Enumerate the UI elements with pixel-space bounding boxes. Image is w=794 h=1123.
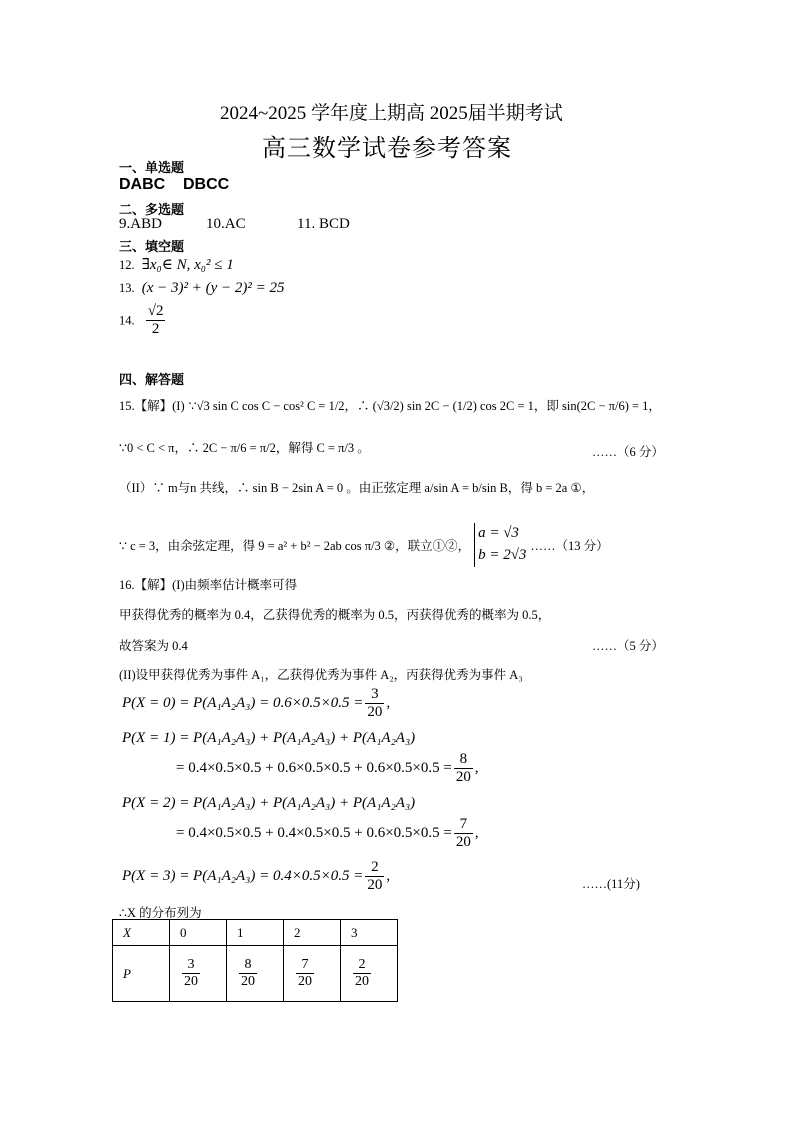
table-cell-x0: 0 xyxy=(170,920,227,946)
table-header-x: X xyxy=(113,920,170,946)
table-cell-p3: $\frac{2}{20}$ xyxy=(341,946,398,1002)
px2-den: 20 xyxy=(455,834,471,851)
section-multi-choice-title: 二、多选题 xyxy=(119,202,185,217)
answer-11: 11. BCD xyxy=(297,216,350,232)
px1-expression: P(X = 1) = P(A₁A₂A₃) + P(A₁A₂A₃) + P(A₁A₂A₃) xyxy=(122,730,416,746)
q16-part2-events: (II)设甲获得优秀为事件 A₁，乙获得优秀为事件 A₂，丙获得优秀为事件 A₃ xyxy=(119,668,523,682)
px1-num: 8 xyxy=(454,751,473,769)
q13-row xyxy=(119,280,285,297)
q13-label: 13. xyxy=(119,281,135,295)
px1-calc-row: = 0.4×0.5×0.5 + 0.6×0.5×0.5 + 0.6×0.5×0.5 = $\frac{8}{20}$ , xyxy=(176,751,479,786)
q14-numerator: √2 xyxy=(146,303,166,321)
single-choice-answers: DABC DBCC xyxy=(119,176,230,193)
q16-intro: (I)由频率估计概率可得 xyxy=(172,578,298,592)
q15-label: 15.【解】(I) xyxy=(119,399,185,413)
answer-9: 9.ABD xyxy=(119,216,162,232)
q15-system-line1: a = √3 xyxy=(478,525,519,541)
px1-den: 20 xyxy=(455,769,471,786)
table-cell-x1: 1 xyxy=(227,920,284,946)
doc-title-line1: 2024~2025 学年度上期高 2025届半期考试 xyxy=(220,103,563,124)
q15-line4 xyxy=(119,523,609,567)
q15-line1 xyxy=(119,396,661,414)
table-cell-x2: 2 xyxy=(284,920,341,946)
section-solution-title: 四、解答题 xyxy=(119,372,185,387)
q16-score-2: ……(11分) xyxy=(582,877,640,891)
px2-num: 7 xyxy=(454,816,473,834)
q15-score-1: ……（6 分） xyxy=(592,445,664,459)
q16-score-1: ……（5 分） xyxy=(592,639,664,653)
q14-label: 14. xyxy=(119,313,135,328)
q12-row xyxy=(119,255,234,274)
px2-calculation: = 0.4×0.5×0.5 + 0.4×0.5×0.5 + 0.6×0.5×0.5 = xyxy=(176,825,452,842)
q14-denominator: 2 xyxy=(151,321,160,338)
table-row-x xyxy=(113,920,398,946)
answer-10: 10.AC xyxy=(206,216,246,232)
q14-fraction xyxy=(146,303,166,339)
table-header-p: P xyxy=(113,946,170,1002)
q15-system-line2: b = 2√3 xyxy=(478,546,527,563)
q15-part2-cosine-law: ∵ c = 3，由余弦定理，得 9 = a² + b² − 2ab cos π/3 ②，联立①②， xyxy=(119,538,471,553)
q14-row xyxy=(119,303,167,339)
q16-line1 xyxy=(119,575,297,593)
table-cell-x3: 3 xyxy=(341,920,398,946)
px1-calculation: = 0.4×0.5×0.5 + 0.6×0.5×0.5 + 0.6×0.5×0.5 = xyxy=(176,760,452,777)
px0-num: 3 xyxy=(365,686,384,704)
px3-den: 20 xyxy=(367,877,383,894)
q12-answer: ∃x₀∈ N, x₀² ≤ 1 xyxy=(141,257,234,273)
table-row-p xyxy=(113,946,398,1002)
q16-probabilities: 甲获得优秀的概率为 0.4，乙获得优秀的概率为 0.5，丙获得优秀的概率为 0.5， xyxy=(119,608,551,622)
table-cell-p2: $\frac{7}{20}$ xyxy=(284,946,341,1002)
px2-calc-row: = 0.4×0.5×0.5 + 0.4×0.5×0.5 + 0.6×0.5×0.5 = $\frac{7}{20}$ , xyxy=(176,816,479,851)
px0-fraction xyxy=(365,686,384,722)
q16-answer: 故答案为 0.4 xyxy=(119,639,188,653)
px3-num: 2 xyxy=(365,859,384,877)
section-single-choice-title: 一、单选题 xyxy=(119,160,185,175)
section-fill-blank-title: 三、填空题 xyxy=(119,239,185,254)
q15-system xyxy=(474,523,526,567)
q15-part2-sine-law: （II）∵ m与n 共线，∴ sin B − 2sin A = 0 。由正弦定理 a/sin A = b/sin B，得 b = 2a ①， xyxy=(119,481,595,495)
q16-label: 16.【解】 xyxy=(119,578,173,592)
distribution-table xyxy=(112,919,398,1002)
px2-fraction xyxy=(454,816,473,852)
px1-row xyxy=(122,730,415,747)
px2-row xyxy=(122,795,415,812)
px0-expression: P(X = 0) = P(A₁A₂A₃) = 0.6×0.5×0.5 = xyxy=(122,695,364,712)
q15-line3 xyxy=(119,478,594,496)
q15-line2 xyxy=(119,438,370,456)
table-cell-p0: $\frac{3}{20}$ xyxy=(170,946,227,1002)
q13-answer: (x − 3)² + (y − 2)² = 25 xyxy=(141,280,285,296)
px0-row: P(X = 0) = P(A₁A₂A₃) = 0.6×0.5×0.5 = $\frac{3}{20}$ , xyxy=(122,686,391,721)
px3-expression: P(X = 3) = P(A₁A₂A₃) = 0.4×0.5×0.5 = xyxy=(122,868,364,885)
doc-title-line2: 高三数学试卷参考答案 xyxy=(262,136,512,162)
px3-row: P(X = 3) = P(A₁A₂A₃) = 0.4×0.5×0.5 = $\frac{2}{20}$ , xyxy=(122,859,391,894)
px2-expression: P(X = 2) = P(A₁A₂A₃) + P(A₁A₂A₃) + P(A₁A₂A₃) xyxy=(122,795,416,811)
q15-part1-result: ∵0 < C < π，∴ 2C − π/6 = π/2，解得 C = π/3 。 xyxy=(119,441,370,455)
table-cell-p1: $\frac{8}{20}$ xyxy=(227,946,284,1002)
q15-part1-condition: ∵√3 sin C cos C − cos² C = 1/2，∴ (√3/2) sin 2C − (1/2) cos 2C = 1，即 sin(2C − π/6) = 1， xyxy=(188,399,661,413)
px1-fraction xyxy=(454,751,473,787)
q12-label: 12. xyxy=(119,258,135,272)
px0-den: 20 xyxy=(367,704,383,721)
q15-score-2: ……（13 分） xyxy=(530,538,609,553)
distribution-label: ∴X 的分布列为 xyxy=(119,906,202,920)
px3-fraction xyxy=(365,859,384,895)
